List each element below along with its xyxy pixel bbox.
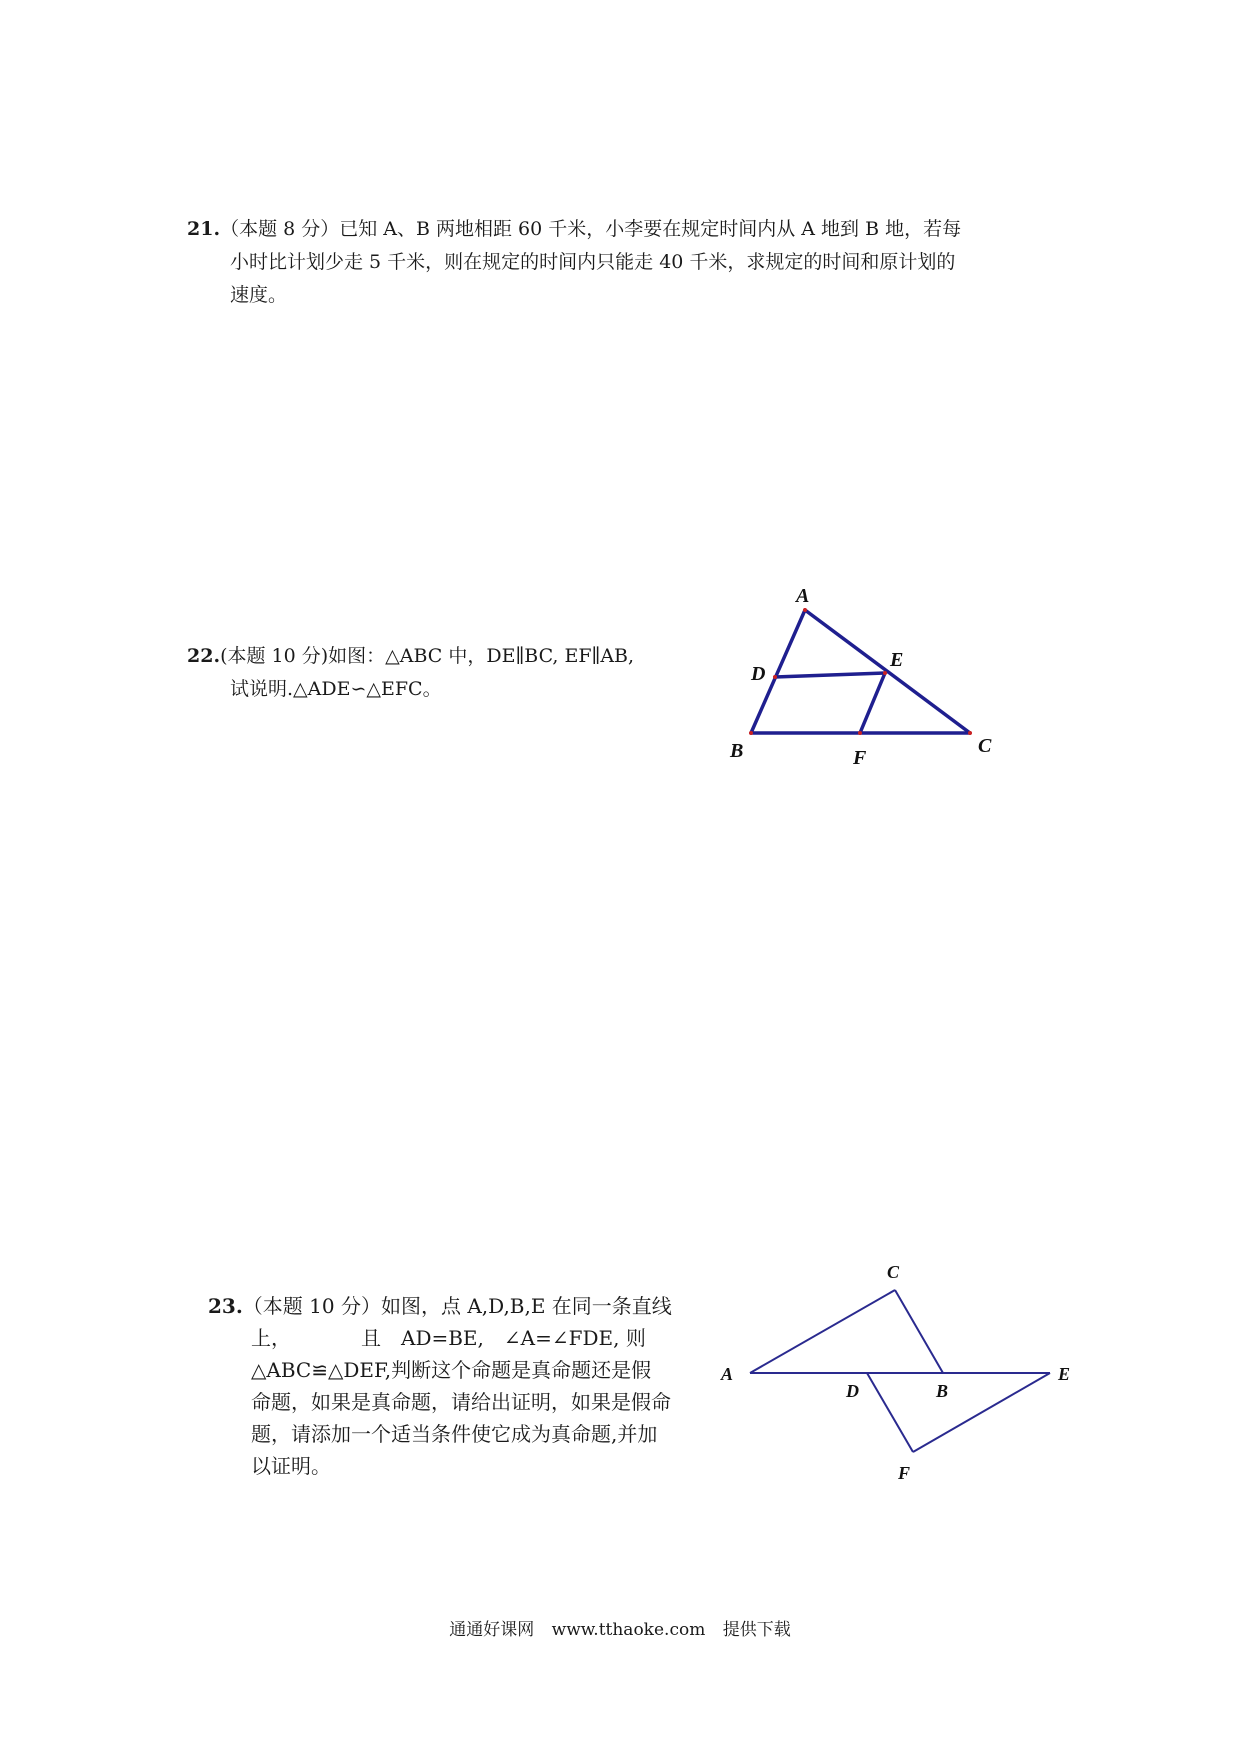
problem-22-line-1: 22.(本题 10 分)如图：△ABC 中，DE∥BC, EF∥AB, [187, 645, 635, 667]
footer-site-name: 通通好课网 [449, 1620, 535, 1640]
point-c [968, 731, 972, 735]
segment-de [775, 673, 885, 677]
problem-22 [187, 640, 634, 706]
problem-21 [187, 213, 961, 312]
segment-df [867, 1373, 913, 1452]
problem-21-line-1: 21.（本题 8 分）已知 A、B 两地相距 60 千米，小李要在规定时间内从 A 地到 B 地，若每 [187, 218, 962, 240]
label-f: F [853, 747, 867, 769]
segment-ef [860, 673, 885, 733]
label-d: D [751, 663, 766, 685]
point-e [883, 671, 887, 675]
congruent-triangles-figure [715, 1255, 1085, 1495]
label-a: A [721, 1364, 734, 1384]
problem-21-line-2: 小时比计划少走 5 千米，则在规定的时间内只能走 40 千米，求规定的时间和原计划的 [230, 251, 956, 273]
label-c: C [978, 735, 992, 757]
problem-23-line-5: 题，请添加一个适当条件使它成为真命题,并加 [251, 1422, 658, 1446]
problem-22-number: 22. [187, 645, 221, 667]
point-a [803, 608, 807, 612]
problem-23-line-3: △ABC≌△DEF,判断这个命题是真命题还是假 [251, 1358, 652, 1382]
point-f [858, 731, 862, 735]
problem-23-number: 23. [208, 1294, 243, 1318]
label-b: B [936, 1381, 949, 1401]
footer-suffix: 提供下载 [722, 1620, 791, 1640]
point-b [749, 731, 753, 735]
problem-23-line-4: 命题，如果是真命题，请给出证明，如果是假命 [251, 1390, 671, 1414]
label-e: E [890, 649, 904, 671]
segment-fe [913, 1373, 1050, 1452]
segment-ac [805, 610, 970, 733]
segment-cb [895, 1290, 943, 1373]
problem-21-line-3: 速度。 [230, 284, 288, 306]
problem-21-number: 21. [187, 218, 221, 240]
point-d [773, 675, 777, 679]
label-c: C [887, 1262, 900, 1282]
problem-23 [208, 1290, 672, 1482]
problem-23-line-1: 23.（本题 10 分）如图，点 A,D,B,E 在同一条直线 [208, 1294, 672, 1318]
label-d: D [846, 1381, 859, 1401]
label-f: F [898, 1463, 911, 1483]
label-e: E [1058, 1364, 1071, 1384]
problem-23-line-2: 上， 且 AD=BE, ∠A=∠FDE, 则 [251, 1326, 646, 1350]
problem-23-line-6: 以证明。 [251, 1454, 331, 1478]
congruent-triangles-diagram [715, 1255, 1085, 1495]
label-a: A [796, 585, 810, 607]
segment-ac [750, 1290, 895, 1373]
triangle-abc-diagram [720, 580, 1010, 780]
problem-22-line-2: 试说明.△ADE∽△EFC。 [230, 678, 442, 700]
footer-url: www.tthaoke.com [551, 1620, 706, 1640]
triangle-abc-figure [720, 580, 1010, 780]
page-footer [0, 1615, 1240, 1640]
label-b: B [730, 740, 744, 762]
